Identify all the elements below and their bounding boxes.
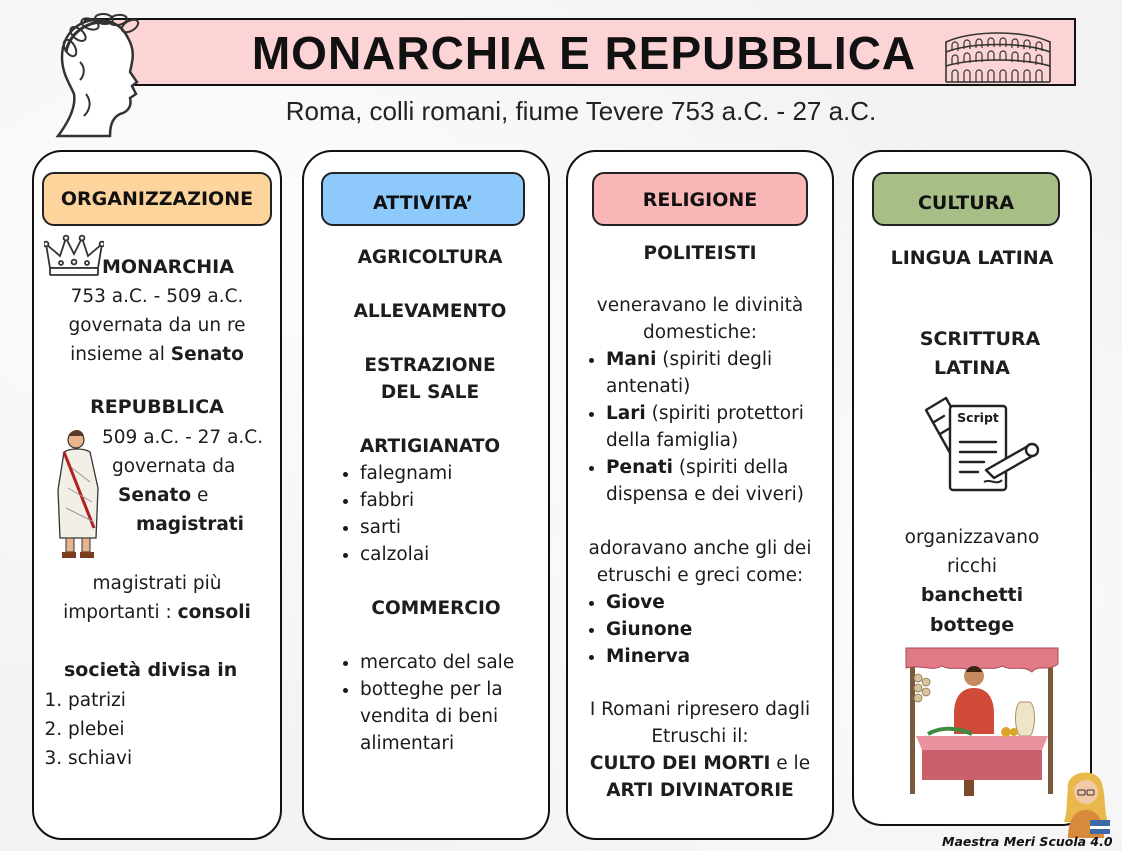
- estrazione-line2: DEL SALE: [380, 382, 480, 403]
- artigianato: ARTIGIANATO: [359, 436, 501, 457]
- scrittura-line1: SCRITTURA: [919, 328, 1041, 350]
- repubblica-title: REPUBBLICA: [90, 396, 224, 418]
- societa-title: società divisa in: [64, 659, 238, 681]
- religione-intro-2: domestiche:: [642, 322, 757, 343]
- page-title: MONARCHIA E REPUBBLICA: [251, 27, 917, 79]
- botteghe: bottege: [929, 614, 1015, 636]
- scrittura-line2: LATINA: [934, 357, 1010, 379]
- market-stall-icon: [902, 644, 1062, 802]
- list-item: 1. patrizi: [68, 686, 132, 715]
- page-subtitle: Roma, colli romani, fiume Tevere 753 a.C. - 27 a.C.: [285, 96, 877, 126]
- list-item: 2. plebei: [68, 715, 132, 744]
- list-item: • sarti: [360, 514, 452, 541]
- crown-icon: [44, 234, 104, 278]
- repubblica-magistrati: magistrati: [136, 514, 244, 535]
- label-attivita: ATTIVITA’: [321, 172, 525, 226]
- dei-list: [584, 589, 692, 670]
- commercio-list: [338, 649, 514, 757]
- roman-figure-icon: [50, 428, 106, 560]
- arti-divinatorie: ARTI DIVINATORIE: [606, 780, 794, 801]
- list-item: • Mani (spiriti degli antenati): [606, 346, 846, 400]
- repubblica-senato: Senato e: [118, 485, 209, 506]
- artigianato-list: [338, 460, 452, 568]
- culto-line: CULTO DEI MORTI e le: [589, 753, 811, 774]
- list-item: • Minerva: [606, 643, 692, 670]
- agricoltura: AGRICOLTURA: [357, 247, 503, 268]
- credit-label: Maestra Meri Scuola 4.0: [942, 834, 1113, 849]
- list-item: vendita di beni: [360, 706, 499, 727]
- adoravano-2: etruschi e greci come:: [596, 565, 804, 586]
- religione-intro-1: veneravano le divinità: [596, 295, 804, 316]
- list-item: • Giove: [606, 589, 692, 616]
- banchetti-line3: banchetti: [920, 584, 1024, 606]
- list-item: • Giunone: [606, 616, 692, 643]
- magistrati-line2: importanti : consoli: [63, 602, 251, 623]
- repubblica-dates: 509 a.C. - 27 a.C.: [102, 427, 264, 448]
- label-cultura: CULTURA: [872, 172, 1060, 226]
- list-item: 3. schiavi: [68, 744, 132, 773]
- ripresero-1: I Romani ripresero dagli: [589, 699, 811, 720]
- list-item: • botteghe per la: [360, 676, 514, 703]
- monarchia-dates: 753 a.C. - 509 a.C.: [70, 286, 244, 307]
- colosseum-icon: [942, 24, 1054, 84]
- script-label: Script: [957, 410, 999, 425]
- divinita-list: [584, 346, 846, 508]
- list-item: alimentari: [360, 733, 455, 754]
- emperor-head-icon: [40, 2, 150, 152]
- list-item: • Lari (spiriti protettori della famiglia): [606, 400, 846, 454]
- adoravano-1: adoravano anche gli dei: [588, 538, 812, 559]
- list-item: • calzolai: [360, 541, 452, 568]
- commercio: COMMERCIO: [371, 598, 501, 619]
- estrazione-line1: ESTRAZIONE: [364, 355, 496, 376]
- repubblica-line1: governata da: [112, 456, 236, 477]
- list-item: • fabbri: [360, 487, 452, 514]
- societa-list: [50, 686, 132, 773]
- monarchia-title: MONARCHIA: [102, 256, 234, 278]
- politeisti: POLITEISTI: [643, 243, 757, 264]
- monarchia-line2: insieme al Senato: [70, 344, 244, 365]
- script-document-icon: [920, 394, 1046, 494]
- banchetti-line1: organizzavano: [904, 527, 1040, 548]
- monarchia-line1: governata da un re: [68, 315, 246, 336]
- label-religione: RELIGIONE: [592, 172, 808, 226]
- list-item: • falegnami: [360, 460, 452, 487]
- list-item: • Penati (spiriti della dispensa e dei viveri): [606, 454, 846, 508]
- allevamento: ALLEVAMENTO: [353, 301, 507, 322]
- teacher-avatar-icon: [1054, 766, 1118, 838]
- ripresero-2: Etruschi il:: [651, 726, 749, 747]
- magistrati-line1: magistrati più: [92, 573, 222, 594]
- banchetti-line2: ricchi: [947, 556, 997, 577]
- label-organizzazione: ORGANIZZAZIONE: [42, 172, 272, 226]
- list-item: • mercato del sale: [360, 649, 514, 676]
- lingua-latina: LINGUA LATINA: [890, 247, 1054, 269]
